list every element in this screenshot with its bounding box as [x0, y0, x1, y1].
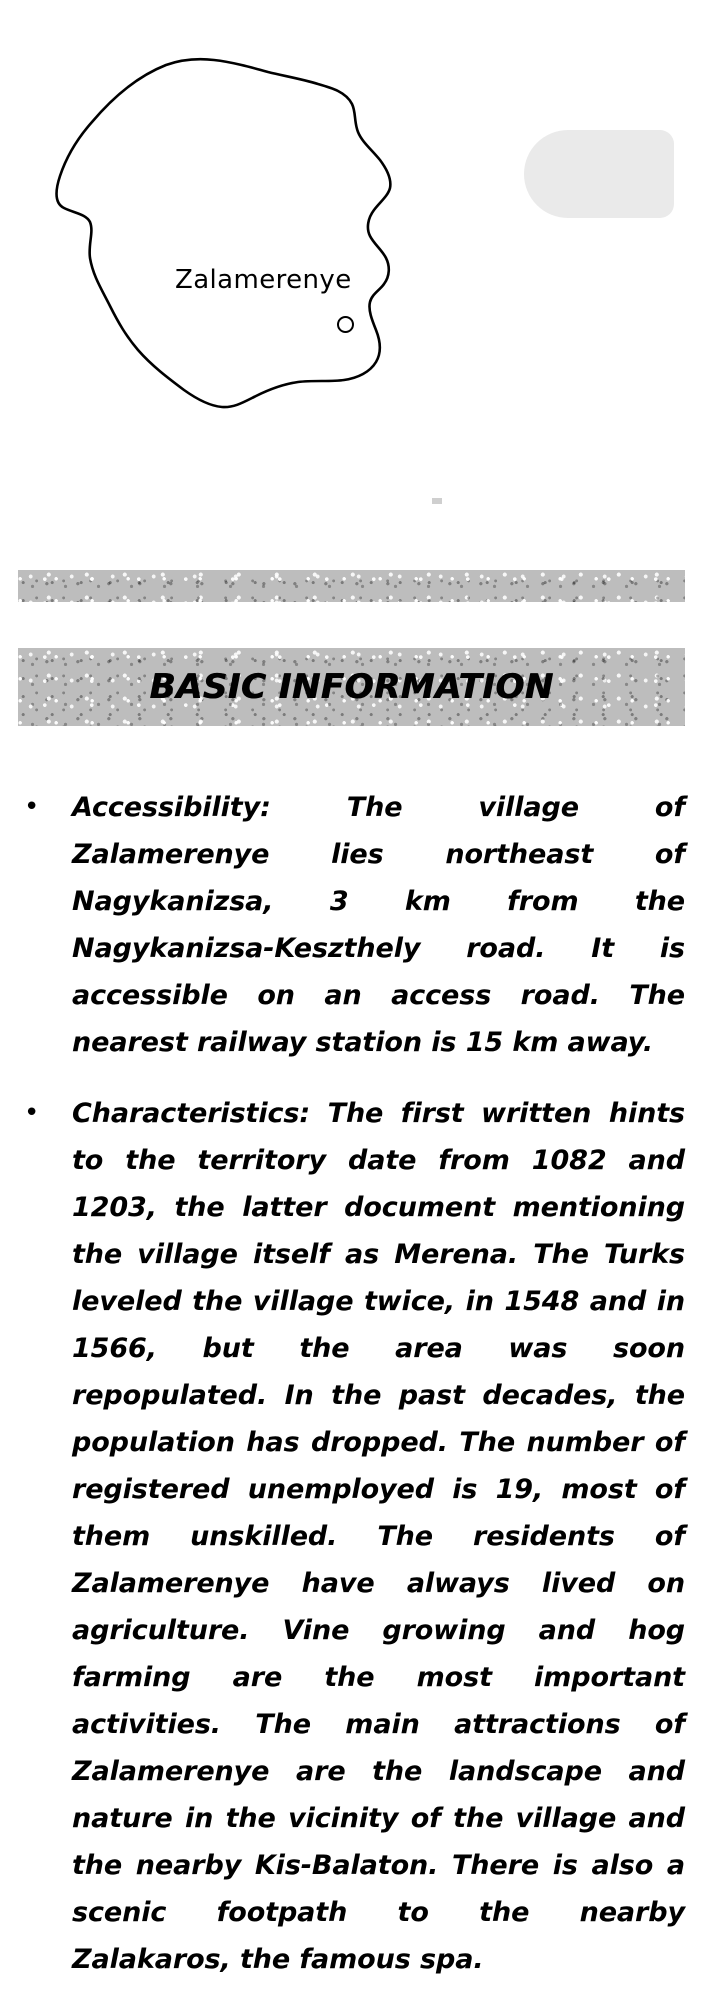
- village-label: Zalamerenye: [175, 265, 352, 295]
- list-item-text: Accessibility: The village of Zalamerenye lies northeast of Nagykanizsa, 3 km from the Nagykanizsa-Keszthely road. It is accessible on an access road. The nearest railway station is 15 km away.: [72, 792, 685, 1058]
- list-item: [18, 784, 685, 1066]
- page-speck-decoration: [432, 498, 442, 504]
- section-title: BASIC INFORMATION: [149, 667, 554, 707]
- basic-information-content: [18, 784, 685, 2007]
- bullet-icon: •: [24, 792, 40, 822]
- decorative-separator-band: [18, 570, 685, 602]
- bullet-icon: •: [24, 1098, 40, 1128]
- map-smudge-decoration: [524, 130, 674, 218]
- list-item: [18, 1090, 685, 1983]
- municipality-map: [0, 0, 702, 460]
- municipality-boundary-outline: [18, 18, 488, 458]
- list-item-text: Characteristics: The first written hints to the territory date from 1082 and 1203, the latter document mentioning the village itself as Merena. The Turks leveled the village twice, in 1548 and in 1566, but the area was soon repopulated. In the past decades, the population has dropped. The number of registered unemployed is 19, most of them unskilled. The residents of Zalamerenye have always lived on agriculture. Vine growing and hog farming are the most important activities. The main attractions of Zalamerenye are the landscape and nature in the vicinity of the village and the nearby Kis-Balaton. There is also a scenic footpath to the nearby Zalakaros, the famous spa.: [72, 1098, 685, 1975]
- settlement-dot-icon: [337, 316, 354, 333]
